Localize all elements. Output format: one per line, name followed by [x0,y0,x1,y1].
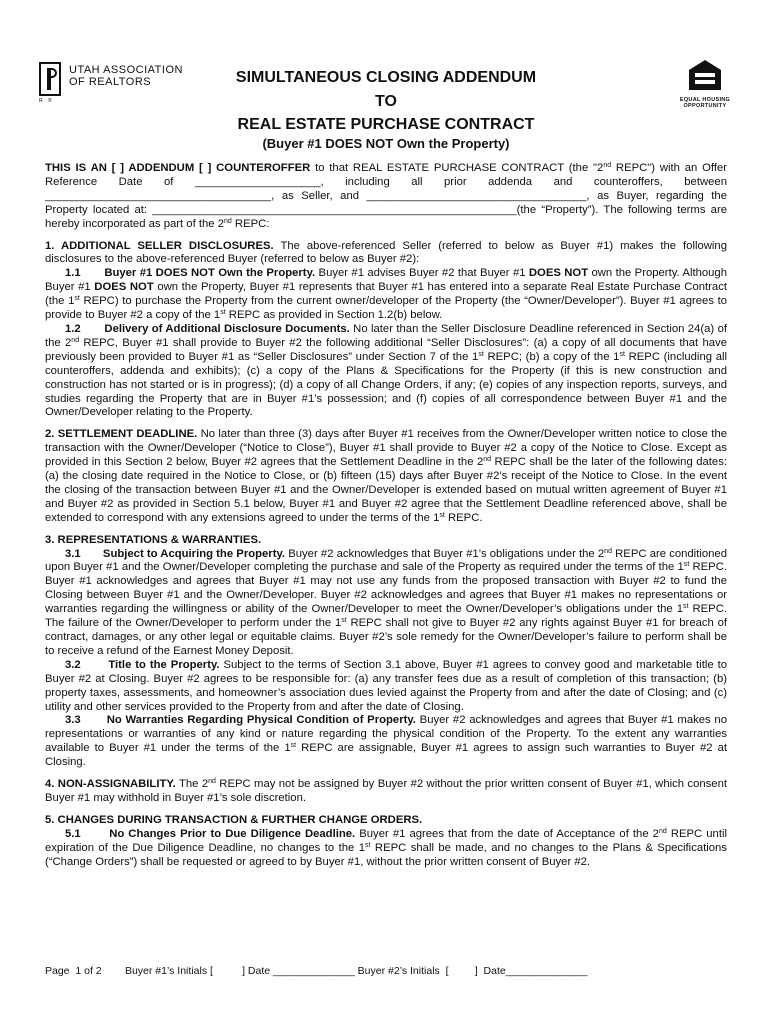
section-1-1: 1.1 Buyer #1 DOES NOT Own the Property. Buyer #1 advises Buyer #2 that Buyer #1 DOES NOT own the Property. Although Buyer #1 DOES NOT own the Property, Buyer #1 represents that Buyer #1 has entered into a separate Real Estate Purchase Contract (the 1st REPC) to purchase the Property from the current owner/developer of the Property (the “Owner/Developer”). Buyer #1 agrees to provide to Buyer #2 a copy of the 1st REPC as provided in Section 1.2(b) below. [45,267,728,322]
logo-line1: UTAH ASSOCIATION [69,64,183,76]
section-1: 1. ADDITIONAL SELLER DISCLOSURES. The above-referenced Seller (referred to below as Buyer #1) makes the following disclosures to the above-referenced Buyer (referred to below as Buyer #2): [45,239,727,266]
title-line3: REAL ESTATE PURCHASE CONTRACT [237,116,535,133]
section-1-2: 1.2 Delivery of Additional Disclosure Documents. No later than the Seller Disclosure Deadline referenced in Section 24(a) of the 2nd REPC, Buyer #1 shall provide to Buyer #2 the following additional “Seller Disclosures”: (a) a copy of all documents that have previously been provided to Buyer #1 as “Seller Disclosures” under Section 7 of the 1st REPC; (b) a copy of the 1st REPC (including all counteroffers, addenda and exhibits); (c) a copy of the Plans & Specifications for the Property (if this is new construction and construction has not started or is in progress); (d) a copy of all Change Orders, if any; (e) copies of any inspection reports, surveys, and studies regarding the Property that are in Buyer #1’s possession; and (f) copies of all correspondence between Buyer #1 and the Owner/Developer relating to the Property. [45,322,727,419]
intro-paragraph: THIS IS AN [ ] ADDENDUM [ ] COUNTEROFFER to that REAL ESTATE PURCHASE CONTRACT (the "2nd REPC") with an Offer Reference Date of ____________________, including all prior addenda and counteroffers, between ____________________________________, as Seller, and ___________________________________, as Buyer, regarding the Property located at: __________________________________________________________(the “Property”). The following terms are hereby incorporated as part of the 2nd REPC: [45,162,728,230]
equal-housing-logo [673,58,737,109]
subtitle: (Buyer #1 DOES NOT Own the Property) [262,136,510,151]
logo-line2: OF REALTORS [69,76,152,88]
section-3-2: 3.2 Title to the Property. Subject to the terms of Section 3.1 above, Buyer #1 agrees to convey good and marketable title to Buyer #2 at Closing. Buyer #2 agrees to be responsible for: (a) any transfer fees due as a result of completion of this transaction; (b) property taxes, assessments, and homeowner’s association dues levied against the Property from and after the date of Closing; and (c) utility and other services provided to the Property from and after the date of Closing. [45,658,727,713]
page-footer: Page 1 of 2 Buyer #1’s Initials [ ] Date ______________ Buyer #2’s Initials [ ] Date______________ [45,965,588,977]
title-line1: SIMULTANEOUS CLOSING ADDENDUM [235,69,537,86]
document-page [39,58,731,870]
section-2: 2. SETTLEMENT DEADLINE. No later than three (3) days after Buyer #1 receives from the Owner/Developer written notice to close the transaction with the Owner/Developer (“Notice to Close”), Buyer #1 shall provide to Buyer #2 a copy of the Notice to Close. Except as provided in this Section 2 below, Buyer #2 agrees that the Settlement Deadline in the 2nd REPC shall be the later of the following dates: (a) the closing date required in the Notice to Close, or (b) fifteen (15) days after Buyer #2’s receipt of the Notice to Close. In the event the closing of the transaction between Buyer #1 and the Owner/Developer is extended based on mutual written agreement of Buyer #1 and Buyer #2 as provided in Section 5.1 below, Buyer #1 and Buyer #2 agree that the Settlement Deadline referenced above, shall be extended to correspond with any extensions agreed to under the terms of the 1st REPC. [45,428,728,524]
logo-mark-small: R ® [39,98,54,104]
equal-housing-icon [688,58,722,92]
section-3: 3. REPRESENTATIONS & WARRANTIES. [45,533,262,546]
section-3-1: 3.1 Subject to Acquiring the Property. Buyer #2 acknowledges that Buyer #1’s obligations under the 2nd REPC are conditioned upon Buyer #1 and the Owner/Developer completing the purchase and sale of the Property as required under the terms of the 1st REPC. Buyer #1 acknowledges and agrees that Buyer #1 may not use any funds from the proposed transaction with Buyer #2 to fund the Closing between Buyer #1 and the Owner/Developer. Buyer #2 acknowledges and agrees that Buyer #1 makes no representations or warranties regarding the willingness or ability of the Owner/Developer to meet the Owner/Developer’s obligations under the 1st REPC. The failure of the Owner/Developer to perform under the 1st REPC shall not give to Buyer #2 any rights against Buyer #1 for breach of contract, damages, or any other legal or equitable claims. Buyer #2’s sole remedy for the Owner/Developer’s failure to perform shall be to receive a refund of the Earnest Money Deposit. [45,547,727,657]
title-line2: TO [375,93,397,110]
eho-line2: OPPORTUNITY [683,103,727,109]
eho-line1: EQUAL HOUSING [679,97,731,103]
header [39,58,731,151]
section-5-1: 5.1 No Changes Prior to Due Diligence Deadline. Buyer #1 agrees that from the date of Acceptance of the 2nd REPC until expiration of the Due Diligence Deadline, no changes to the 1st REPC shall be made, and no changes to the Plans & Specifications (“Change Orders”) shall be requested or agreed to by Buyer #1, without the prior written consent of Buyer #2. [45,827,727,868]
section-4: 4. NON-ASSIGNABILITY. The 2nd REPC may not be assigned by Buyer #2 without the prior written consent of Buyer #1, which consent Buyer #1 may withhold in Buyer #1’s sole discretion. [45,778,727,804]
section-3-3: 3.3 No Warranties Regarding Physical Condition of Property. Buyer #2 acknowledges and agrees that Buyer #1 makes no representations or warranties of any kind or nature regarding the physical condition of the Property. To the extent any warranties available to Buyer #1 under the terms of the 1st REPC are assignable, Buyer #1 agrees to assign such warranties to Buyer #2 at Closing. [45,714,727,769]
section-5: 5. CHANGES DURING TRANSACTION & FURTHER CHANGE ORDERS. [45,813,423,826]
